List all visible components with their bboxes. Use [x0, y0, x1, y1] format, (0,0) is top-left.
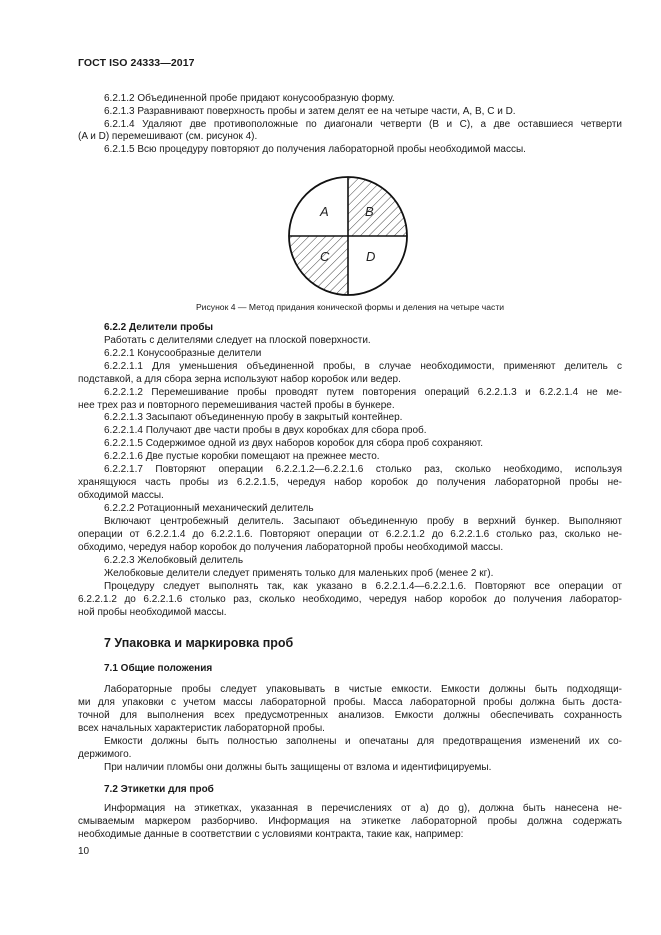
- quadrant-label-a: A: [320, 204, 329, 219]
- text-line: Емкости должны быть полностью заполнены и опечатаны для предотвращения изменений их со-: [104, 736, 622, 747]
- text-line: (A и D) перемешивают (см. рисунок 4).: [78, 131, 258, 142]
- quadrant-label-d: D: [366, 249, 376, 264]
- text-line: обходимой массы.: [78, 490, 164, 501]
- text-line: ми для упаковки с учетом массы лабораторной пробы. Масса лабораторной пробы должна быть доста-: [78, 697, 622, 708]
- quadrant-c-hatch: [286, 236, 348, 298]
- text-line: 6.2.2.1.4 Получают две части пробы в двух коробках для сбора проб.: [104, 425, 427, 436]
- subsection-heading: 7.1 Общие положения: [104, 663, 213, 674]
- text-line: Включают центробежный делитель. Засыпают объединенную пробу в верхний бункер. Выполняют: [104, 516, 622, 527]
- quadrant-label-c: C: [320, 249, 330, 264]
- text-line: 6.2.2.1.3 Засыпают объединенную пробу в закрытый контейнер.: [104, 412, 403, 423]
- text-line: операции от 6.2.2.1.4 до 6.2.2.1.6. Повторяют операции от 6.2.2.1.2 до 6.2.2.1.6 столько раз, сколько не-: [78, 529, 622, 540]
- text-line: нее трех раз и повторного перемешивания частей пробы в бункере.: [78, 400, 395, 411]
- text-line: 6.2.2.1 Конусообразные делители: [104, 348, 262, 359]
- quadrant-b-hatch: [348, 174, 410, 236]
- text-line: хранящуюся часть пробы из 6.2.2.1.5, чередуя набор коробок до получения лабораторной пробы не-: [78, 477, 622, 488]
- text-line: 6.2.2.1.5 Содержимое одной из двух наборов коробок для сбора проб сохраняют.: [104, 438, 484, 449]
- text-line: 6.2.2.1.2 до 6.2.2.1.6 столько раз, сколько необходимо, чередуя набор коробок до получения лаборатор-: [78, 594, 622, 605]
- text-line: 6.2.1.3 Разравнивают поверхность пробы и затем делят ее на четыре части, A, B, C и D.: [104, 106, 516, 117]
- text-line: держимого.: [78, 749, 132, 760]
- subsection-heading: 7.2 Этикетки для проб: [104, 784, 214, 795]
- text-line: Информация на этикетках, указанная в перечислениях от a) до g), должна быть нанесена не-: [104, 803, 622, 814]
- section-heading: 6.2.2 Делители пробы: [104, 322, 214, 333]
- text-line: смываемым маркером разборчиво. Информация на этикетке лабораторной пробы должна содержать: [78, 816, 622, 827]
- text-line: Работать с делителями следует на плоской поверхности.: [104, 335, 371, 346]
- text-line: 6.2.2.1.1 Для уменьшения объединенной пробы, в случае необходимости, применяют делитель с: [104, 361, 622, 372]
- quartering-diagram: [286, 174, 410, 298]
- document-header: ГОСТ ISO 24333—2017: [78, 57, 195, 69]
- text-line: обходимо, чередуя набор коробок до получения лабораторной пробы необходимой массы.: [78, 542, 504, 553]
- text-line: необходимые данные в соответствии с условиями контракта, такие как, например:: [78, 829, 464, 840]
- figure-caption: Рисунок 4 — Метод придания конической формы и деления на четыре части: [195, 302, 505, 312]
- chapter-heading: 7 Упаковка и маркировка проб: [104, 636, 294, 650]
- text-line: При наличии пломбы они должны быть защищены от взлома и идентифицируемы.: [104, 762, 492, 773]
- text-line: Лабораторные пробы следует упаковывать в чистые емкости. Емкости должны быть подходящи-: [104, 684, 622, 695]
- text-line: 6.2.2.1.2 Перемешивание пробы проводят путем повторения операций 6.2.2.1.3 и 6.2.2.1.4 не ме-: [104, 387, 622, 398]
- text-line: 6.2.2.3 Желобковый делитель: [104, 555, 244, 566]
- text-line: 6.2.1.2 Объединенной пробе придают конусообразную форму.: [104, 93, 395, 104]
- page-number: 10: [78, 846, 90, 857]
- text-line: 6.2.2.2 Ротационный механический делитель: [104, 503, 314, 514]
- text-line: 6.2.1.4 Удаляют две противоположные по диагонали четверти (B и C), а две оставшиеся четверти: [104, 119, 622, 130]
- text-line: 6.2.1.5 Всю процедуру повторяют до получения лабораторной пробы необходимой массы.: [104, 144, 526, 155]
- text-line: Процедуру следует выполнять так, как указано в 6.2.2.1.4—6.2.2.1.6. Повторяют все операции от: [104, 581, 622, 592]
- text-line: подставкой, а для сбора зерна используют набор коробок или ведер.: [78, 374, 401, 385]
- text-line: ной пробы необходимой массы.: [78, 607, 227, 618]
- text-line: 6.2.2.1.6 Две пустые коробки помещают на прежнее место.: [104, 451, 380, 462]
- text-line: точной для выполнения всех предусмотренных анализов. Емкости должны обеспечивать сохранность: [78, 710, 622, 721]
- quadrant-label-b: B: [365, 204, 374, 219]
- text-line: Желобковые делители следует применять только для маленьких проб (менее 2 кг).: [104, 568, 494, 579]
- text-line: 6.2.2.1.7 Повторяют операции 6.2.2.1.2—6.2.2.1.6 столько раз, сколько необходимо, используя: [104, 464, 622, 475]
- text-line: всех начальных характеристик лабораторной пробы.: [78, 723, 325, 734]
